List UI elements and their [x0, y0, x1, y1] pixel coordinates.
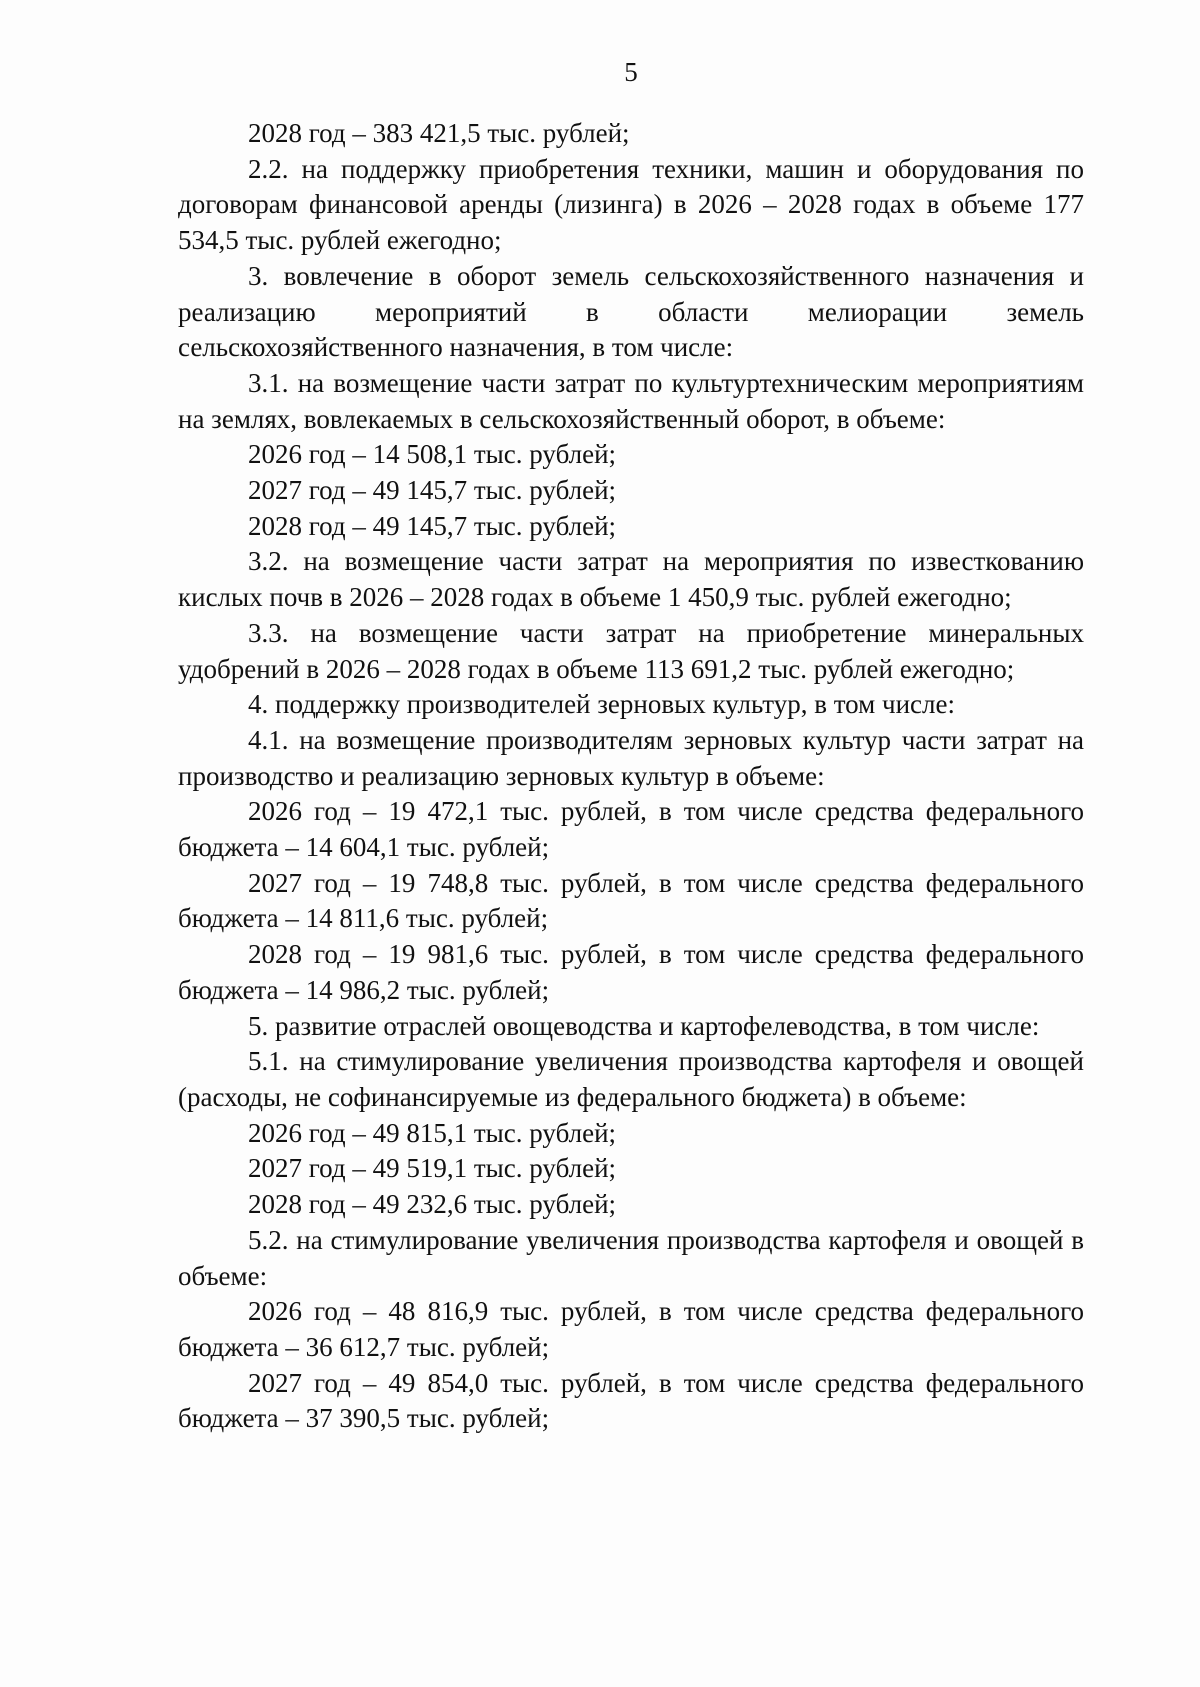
paragraph: 4. поддержку производителей зерновых культур, в том числе: [248, 689, 955, 720]
paragraph: 2028 год – 383 421,5 тыс. рублей; [248, 118, 630, 148]
paragraph: 2026 год – 19 472,1 тыс. рублей, в том числе средства федерального бюджета – 14 604,1 тыс. рублей; [178, 796, 1084, 863]
paragraph: 5. развитие отраслей овощеводства и картофелеводства, в том числе: [248, 1010, 1040, 1041]
paragraph: 2027 год – 19 748,8 тыс. рублей, в том числе средства федерального бюджета – 14 811,6 тыс. рублей; [178, 867, 1084, 934]
paragraph: 2026 год – 14 508,1 тыс. рублей; [248, 439, 617, 470]
paragraph: 3.2. на возмещение части затрат на мероприятия по известкованию кислых почв в 2026 – 2028 годах в объеме 1 450,9 тыс. рублей ежегодно; [178, 546, 1084, 613]
paragraph: 2028 год – 49 232,6 тыс. рублей; [248, 1189, 617, 1220]
paragraph: 2027 год – 49 145,7 тыс. рублей; [248, 475, 617, 506]
page-number: 5 [624, 57, 638, 87]
paragraph: 3.1. на возмещение части затрат по культуртехническим мероприятиям на землях, вовлекаемых в сельскохозяйственный оборот, в объеме: [178, 367, 1084, 434]
paragraph: 3.3. на возмещение части затрат на приобретение минеральных удобрений в 2026 – 2028 годах в объеме 113 691,2 тыс. рублей ежегодно; [178, 617, 1084, 684]
paragraph: 2027 год – 49 519,1 тыс. рублей; [248, 1153, 617, 1184]
paragraph: 4.1. на возмещение производителям зерновых культур части затрат на производство и реализацию зерновых культур в объеме: [178, 724, 1084, 791]
paragraph: 2027 год – 49 854,0 тыс. рублей, в том числе средства федерального бюджета – 37 390,5 тыс. рублей; [178, 1367, 1084, 1434]
paragraph: 5.1. на стимулирование увеличения производства картофеля и овощей (расходы, не софинансируемые из федерального бюджета) в объеме: [178, 1046, 1084, 1112]
paragraph: 3. вовлечение в оборот земель сельскохозяйственного назначения и реализацию мероприятий в области мелиорации земель сельскохозяйственного назначения, в том числе: [178, 260, 1084, 363]
paragraph: 2.2. на поддержку приобретения техники, машин и оборудования по договорам финансовой аренды (лизинга) в 2026 – 2028 годах в объеме 177 534,5 тыс. рублей ежегодно; [178, 153, 1084, 256]
paragraph: 2026 год – 49 815,1 тыс. рублей; [248, 1117, 617, 1148]
paragraph: 2028 год – 49 145,7 тыс. рублей; [248, 510, 617, 541]
paragraph: 5.2. на стимулирование увеличения производства картофеля и овощей в объеме: [178, 1224, 1084, 1291]
paragraph: 2026 год – 48 816,9 тыс. рублей, в том числе средства федерального бюджета – 36 612,7 тыс. рублей; [178, 1296, 1084, 1362]
document-body [178, 116, 1084, 1437]
paragraph: 2028 год – 19 981,6 тыс. рублей, в том числе средства федерального бюджета – 14 986,2 тыс. рублей; [178, 939, 1084, 1005]
